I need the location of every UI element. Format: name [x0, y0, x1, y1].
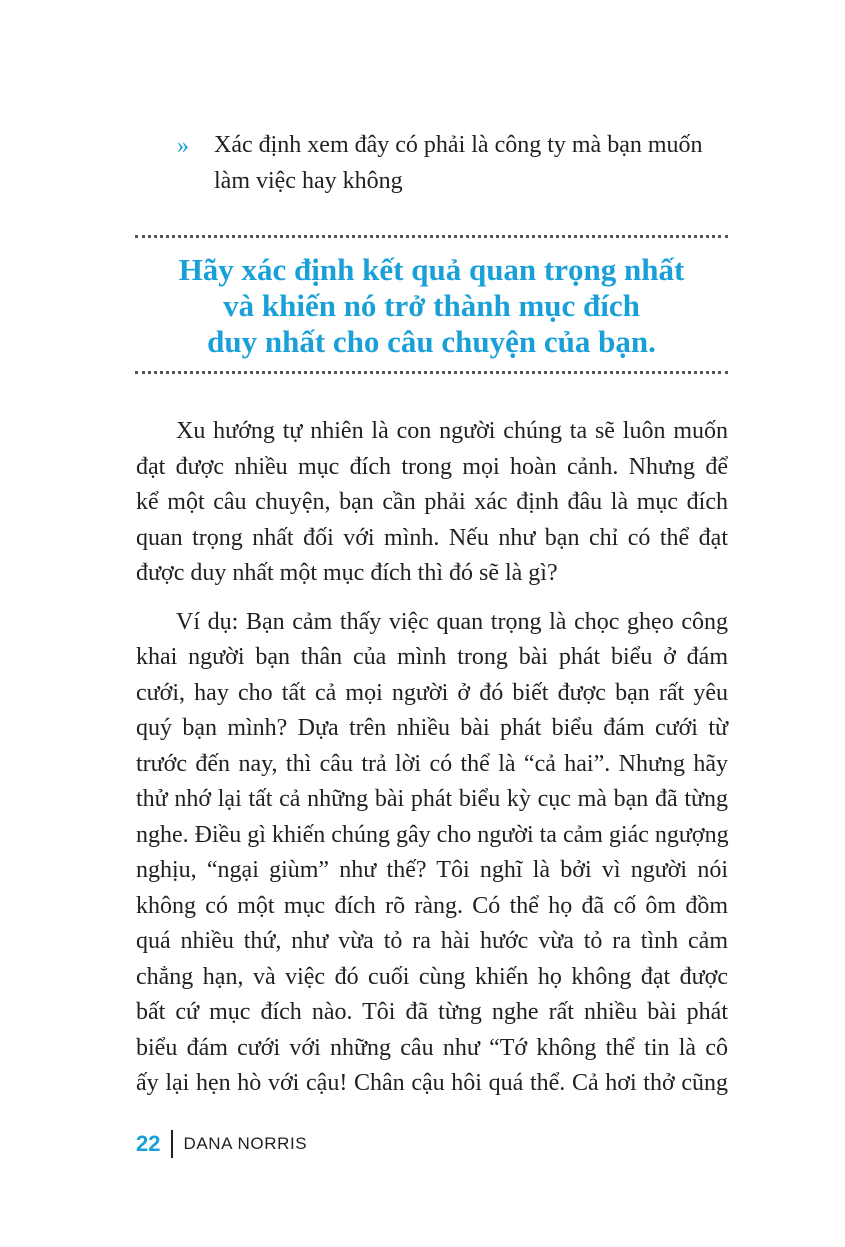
page-footer	[136, 1128, 307, 1160]
dotted-divider-bottom	[135, 371, 728, 374]
text-line: quý bạn mình? Dựa trên nhiều bài phát biểu đám cưới từ	[136, 715, 728, 741]
text-line: quan trọng nhất đối với mình. Nếu như bạn chỉ có thể đạt	[136, 524, 728, 551]
text-line: quá nhiều thứ, như vừa tỏ ra hài hước vừa tỏ ra tình cảm	[136, 928, 728, 954]
text-line: ấy lại hẹn hò với cậu! Chân cậu hôi quá thể. Cả hơi thở cũng	[136, 1070, 728, 1096]
text-line: kể một câu chuyện, bạn cần phải xác định đâu là mục đích	[136, 489, 728, 515]
bullet-line: làm việc hay không	[214, 167, 403, 194]
text-line: được duy nhất một mục đích thì đó sẽ là gì?	[136, 560, 558, 586]
bullet-marker: »	[177, 133, 189, 159]
text-line: bất cứ mục đích nào. Tôi đã từng nghe rất nhiều bài phát	[136, 999, 728, 1025]
text-line: Ví dụ: Bạn cảm thấy việc quan trọng là chọc ghẹo công	[176, 608, 728, 635]
paragraph-1	[136, 414, 728, 592]
bullet-item	[177, 128, 737, 199]
text-line: nghe. Điều gì khiến chúng gây cho người ta cảm giác ngượng	[136, 821, 729, 848]
text-line: đạt được nhiều mục đích trong mọi hoàn cảnh. Nhưng để	[136, 453, 728, 480]
text-line: thử nhớ lại tất cả những bài phát biểu kỳ cục mà bạn đã từng	[136, 786, 728, 812]
text-line: biểu đám cưới với những câu như “Tớ không thể tin là cô	[136, 1034, 728, 1061]
dotted-divider-top	[135, 235, 728, 238]
text-line: Xu hướng tự nhiên là con người chúng ta sẽ luôn muốn	[176, 418, 728, 444]
page-number: 22	[136, 1131, 161, 1156]
body-text	[136, 414, 728, 1115]
text-line: khai người bạn thân của mình trong bài phát biểu ở đám	[136, 644, 728, 670]
text-line: không có một mục đích rõ ràng. Có thể họ đã cố ôm đồm	[136, 892, 728, 919]
pull-quote-line: duy nhất cho câu chuyện của bạn.	[207, 324, 656, 359]
text-line: chẳng hạn, và việc đó cuối cùng khiến họ không đạt được	[136, 963, 728, 990]
pull-quote-line: và khiến nó trở thành mục đích	[223, 288, 640, 323]
pull-quote-line: Hãy xác định kết quả quan trọng nhất	[178, 252, 685, 287]
bullet-text	[214, 128, 734, 199]
paragraph-2	[136, 605, 728, 1102]
footer-separator	[171, 1130, 173, 1158]
text-line: trước đến nay, thì câu trả lời có thể là “cả hai”. Nhưng hãy	[136, 750, 728, 777]
text-line: nghịu, “ngại giùm” như thế? Tôi nghĩ là bởi vì người nói	[136, 857, 728, 883]
text-line: cưới, hay cho tất cả mọi người ở đó biết được bạn rất yêu	[136, 679, 728, 706]
bullet-line: Xác định xem đây có phải là công ty mà bạn muốn	[214, 132, 703, 158]
pull-quote	[135, 252, 728, 360]
author-name: DANA NORRIS	[183, 1134, 308, 1153]
